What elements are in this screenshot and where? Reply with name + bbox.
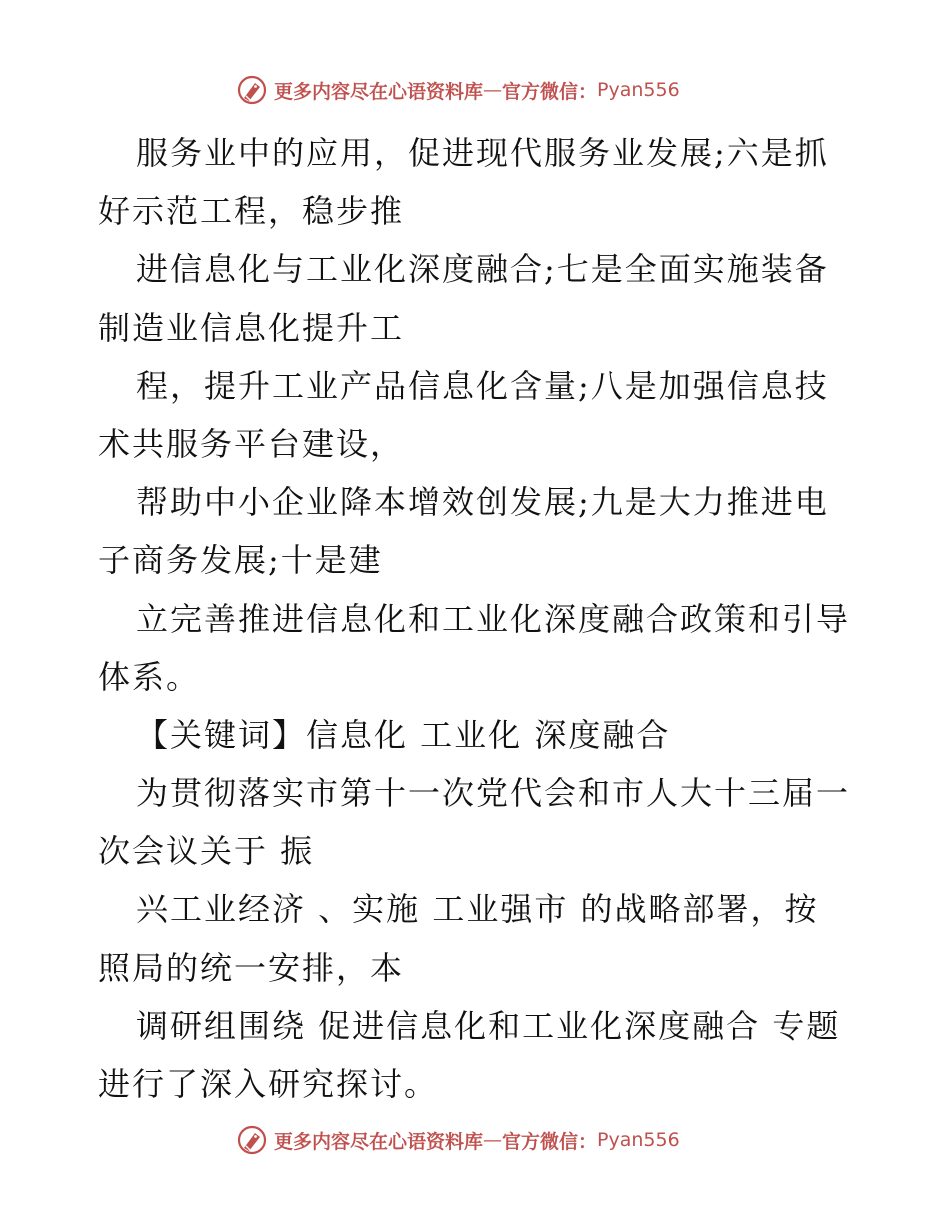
watermark-separator: —	[483, 1129, 503, 1151]
document-body	[98, 124, 858, 1113]
paragraph-line: 制造业信息化提升工	[98, 308, 405, 347]
paragraph-line: 立完善推进信息化和工业化深度融合政策和引导	[136, 599, 851, 638]
watermark-title: 更多内容尽在心语资料库	[274, 1130, 484, 1153]
footer-watermark	[236, 1122, 680, 1158]
paragraph-line: 服务业中的应用，促进现代服务业发展;六是抓	[136, 134, 829, 172]
paragraph-line: 次会议关于 振	[98, 832, 315, 871]
watermark-title: 更多内容尽在心语资料库	[274, 80, 484, 103]
paragraph-line: 体系。	[98, 657, 201, 696]
watermark-official-label: 官方微信：	[502, 80, 598, 103]
paragraph-line: 进信息化与工业化深度融合;七是全面实施装备	[136, 250, 829, 289]
pen-nib-circle-icon	[236, 1124, 268, 1156]
pen-nib-circle-icon	[236, 74, 268, 106]
paragraph-line: 兴工业经济 、实施 工业强市 的战略部署，按	[136, 890, 819, 929]
keywords-line: 【关键词】信息化 工业化 深度融合	[136, 715, 671, 754]
paragraph-line: 为贯彻落实市第十一次党代会和市人大十三届一	[136, 774, 851, 813]
paragraph-line: 照局的统一安排，本	[98, 948, 405, 987]
watermark-account-id: Pyan556	[597, 79, 680, 101]
header-watermark	[236, 72, 680, 108]
watermark-official-label: 官方微信：	[502, 1130, 598, 1153]
paragraph-line: 帮助中小企业降本增效创发展;九是大力推进电	[136, 483, 829, 522]
paragraph-line: 术共服务平台建设，	[98, 424, 405, 463]
paragraph-line: 调研组围绕 促进信息化和工业化深度融合 专题	[136, 1006, 841, 1045]
paragraph-line: 进行了深入研究探讨。	[98, 1065, 439, 1103]
paragraph-line: 好示范工程，稳步推	[98, 192, 405, 231]
paragraph-line: 子商务发展;十是建	[98, 541, 383, 580]
paragraph-line: 程，提升工业产品信息化含量;八是加强信息技	[136, 366, 829, 405]
watermark-separator: —	[483, 79, 503, 101]
watermark-account-id: Pyan556	[597, 1129, 680, 1151]
